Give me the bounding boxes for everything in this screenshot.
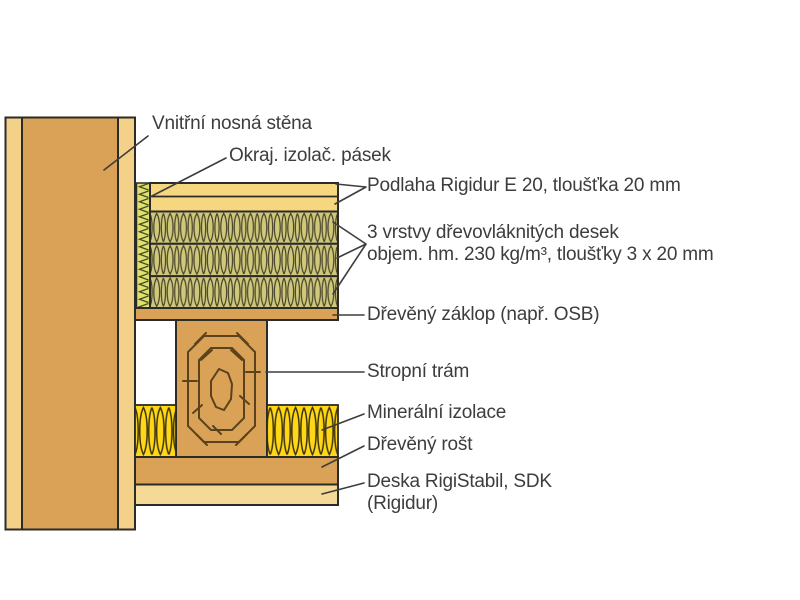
ceiling-beam	[176, 320, 267, 457]
wall	[6, 118, 136, 530]
label-wall: Vnitřní nosná stěna	[152, 113, 312, 134]
label-beam: Stropní trám	[367, 361, 470, 382]
label-fiberboard-line1: 3 vrstvy dřevovláknitých desek	[367, 222, 619, 243]
label-fiberboard	[367, 222, 714, 266]
label-battens: Dřevěný rošt	[367, 434, 473, 455]
osb-decking	[135, 308, 338, 320]
mineral-insulation-left	[135, 405, 176, 457]
leader-floor	[335, 184, 366, 204]
mineral-insulation-right	[267, 405, 338, 457]
fiberboard-layers	[150, 212, 338, 309]
label-floor: Podlaha Rigidur E 20, tloušťka 20 mm	[367, 175, 681, 196]
label-board	[367, 471, 552, 515]
fiberboard-layer-2	[150, 244, 338, 276]
label-board-line2: (Rigidur)	[367, 493, 439, 514]
beam-body	[176, 320, 267, 457]
floor-boards	[150, 183, 338, 212]
edge-insulation-strip	[137, 183, 151, 308]
label-edge-strip: Okraj. izolač. pásek	[229, 145, 391, 166]
label-mineral: Minerální izolace	[367, 402, 507, 423]
label-board-line1: Deska RigiStabil, SDK	[367, 471, 552, 492]
label-fiberboard-line2: objem. hm. 230 kg/m³, tloušťky 3 x 20 mm	[367, 244, 714, 265]
label-decking: Dřevěný záklop (např. OSB)	[367, 304, 600, 325]
fiberboard-layer-1	[150, 212, 338, 244]
battens-layer	[135, 457, 338, 485]
fiberboard-layer-3	[150, 276, 338, 308]
rigistabil-board	[135, 485, 338, 506]
wall-core	[22, 118, 118, 530]
